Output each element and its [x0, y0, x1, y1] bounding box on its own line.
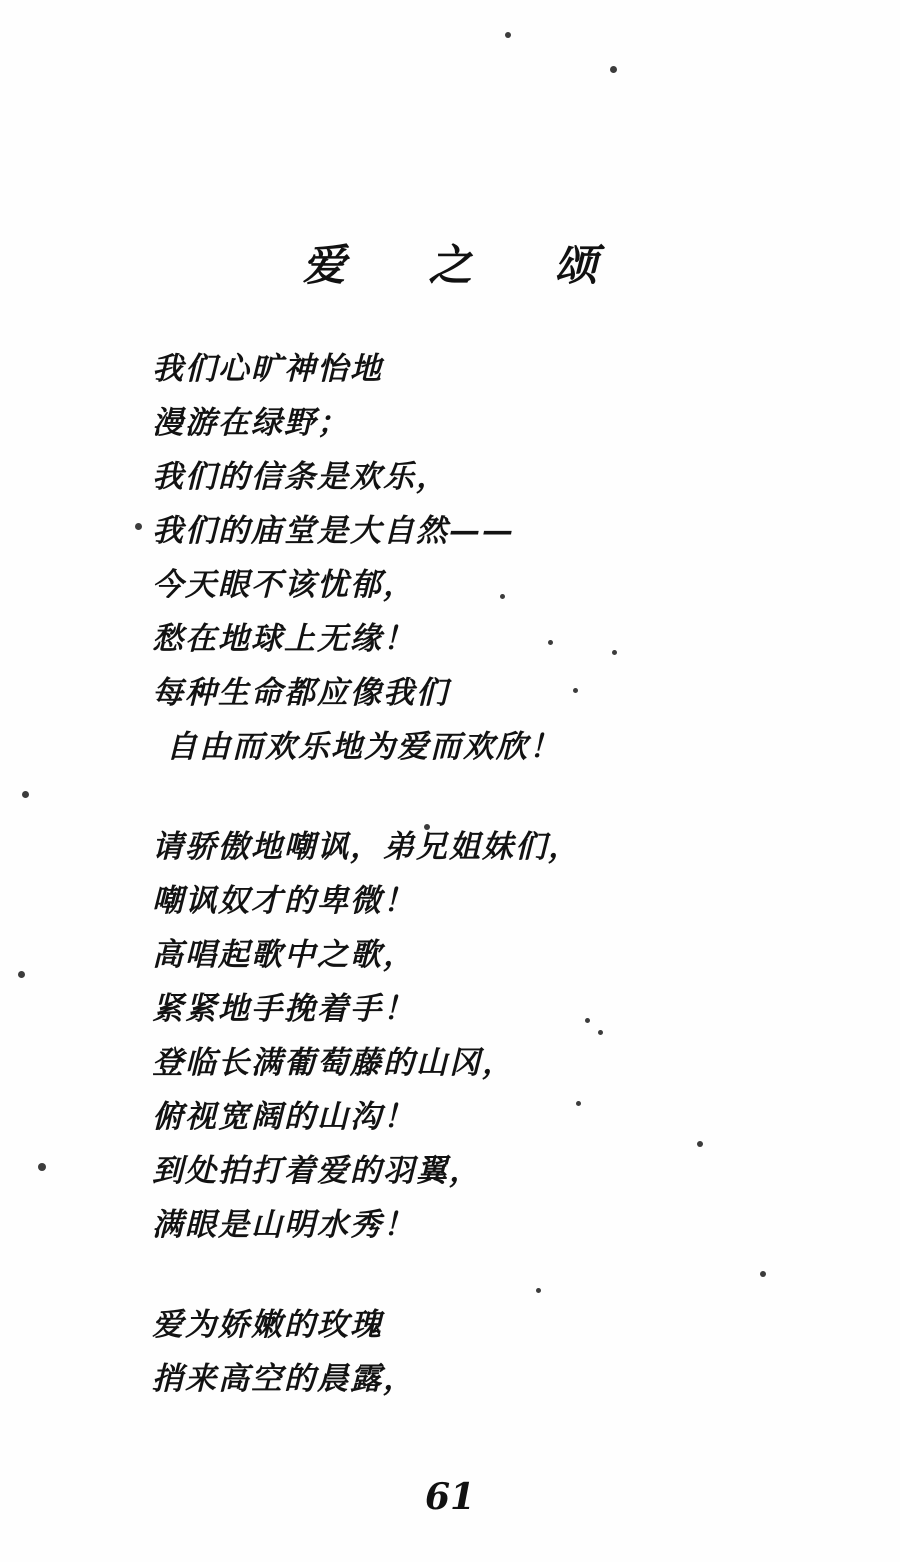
- scan-speck: [135, 523, 142, 530]
- scan-speck: [38, 1163, 46, 1171]
- poem-line: 漫游在绿野；: [152, 405, 350, 441]
- poem-line: 自由而欢乐地为爱而欢欣！: [166, 729, 562, 765]
- poem-line: 我们的庙堂是大自然——: [152, 513, 515, 549]
- scan-speck: [610, 66, 617, 73]
- poem-line: 今天眼不该忧郁，: [152, 567, 416, 603]
- poem-line: 请骄傲地嘲讽，弟兄姐妹们，: [152, 829, 581, 865]
- poem-line: 每种生命都应像我们: [152, 675, 449, 711]
- poem-line: 紧紧地手挽着手！: [152, 991, 416, 1027]
- page-number: 61: [424, 1476, 476, 1518]
- scan-speck: [22, 791, 29, 798]
- stanza: [152, 820, 772, 1252]
- page-title: 爱 之 颂: [302, 241, 632, 291]
- poem-line: 俯视宽阔的山沟！: [152, 1099, 416, 1135]
- poem-body: [152, 342, 772, 1406]
- poem-line: 爱为娇嫩的玫瑰: [152, 1307, 383, 1343]
- poem-line: 捎来高空的晨露，: [152, 1361, 416, 1397]
- poem-line: 我们的信条是欢乐，: [152, 459, 449, 495]
- scan-speck: [18, 971, 25, 978]
- poem-line: 满眼是山明水秀！: [152, 1207, 416, 1243]
- poem-line: 我们心旷神怡地: [152, 351, 383, 387]
- scan-speck: [505, 32, 511, 38]
- stanza: [152, 342, 772, 774]
- poem-line: 高唱起歌中之歌，: [152, 937, 416, 973]
- poem-line: 愁在地球上无缘！: [152, 621, 416, 657]
- poem-line: 嘲讽奴才的卑微！: [152, 883, 416, 919]
- poem-line: 登临长满葡萄藤的山冈，: [152, 1045, 515, 1081]
- poem-line: 到处拍打着爱的羽翼，: [152, 1153, 482, 1189]
- stanza: [152, 1298, 772, 1406]
